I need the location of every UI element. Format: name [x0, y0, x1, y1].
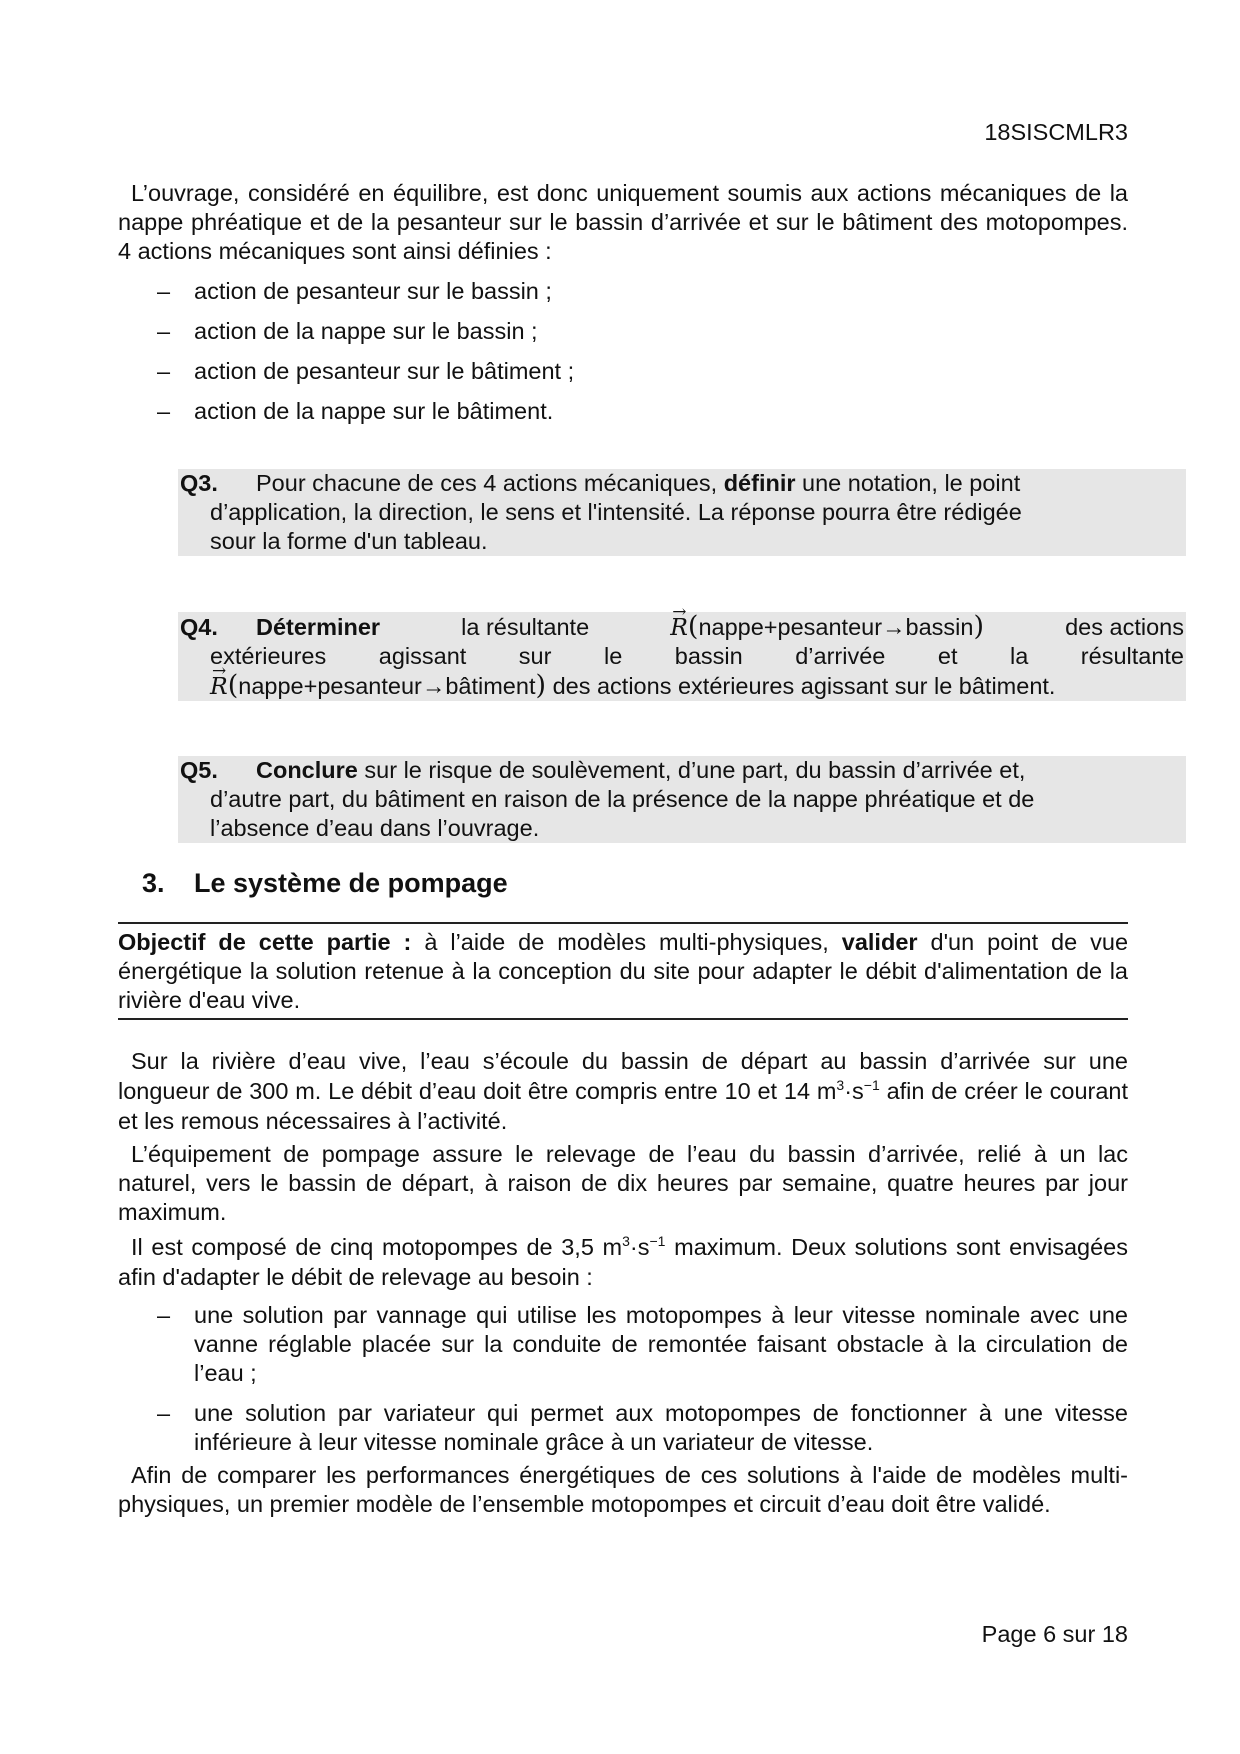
q3-verb: définir: [723, 470, 796, 496]
resultant-vector-r: → R: [210, 672, 228, 701]
body-paragraph-2: L’équipement de pompage assure le relevage de l’eau du bassin d’arrivée, relié à un lac naturel, vers le bassin de départ, à raison de dix heures par semaine, quatre heures par jour maximum.: [118, 1141, 1128, 1225]
body-section: [118, 1046, 1128, 1519]
q5-label: Q5.: [180, 757, 218, 783]
q3-line3: sour la forme d'un tableau.: [210, 528, 488, 554]
intro-paragraph: L’ouvrage, considéré en équilibre, est donc uniquement soumis aux actions mécaniques de la nappe phréatique et de la pesanteur sur le bassin d’arrivée et sur le bâtiment des motopompes. 4 actions mécaniques sont ainsi définies :: [118, 180, 1128, 264]
list-item: – action de la nappe sur le bâtiment.: [118, 397, 1128, 426]
q5-text: sur le risque de soulèvement, d’une part, du bassin d’arrivée et,: [364, 757, 1026, 783]
list-item: – une solution par vannage qui utilise les motopompes à leur vitesse nominale avec une vanne réglable placée sur la conduite de remontée faisant obstacle à la circulation de l’eau ;: [118, 1301, 1128, 1388]
q5-verb: Conclure: [256, 757, 358, 783]
q3-label: Q3.: [180, 470, 218, 496]
q4-line2: extérieures agissant sur le bassin d’arrivée et la résultante: [210, 643, 1184, 669]
actions-list: [118, 277, 1128, 426]
objective-text: à l’aide de modèles multi-physiques,: [424, 929, 829, 955]
question-q5: [178, 756, 1186, 843]
q4-expression-batiment: nappe+pesanteur→bâtiment: [238, 673, 536, 699]
list-item: – une solution par variateur qui permet aux motopompes de fonctionner à une vitesse inférieure à leur vitesse nominale grâce à un variateur de vitesse.: [118, 1399, 1128, 1457]
body-paragraph-3: Il est composé de cinq motopompes de 3,5 $m^3\cdot s^{-1}$ maximum. Deux solutions sont envisagées afin d'adapter le débit de relevage au besoin :: [118, 1233, 1128, 1290]
section-number: 3.: [142, 868, 165, 898]
q4-verb: Déterminer: [256, 614, 381, 640]
list-item: – action de pesanteur sur le bassin ;: [118, 277, 1128, 306]
section-heading: [142, 869, 508, 898]
q4-label: Q4.: [180, 614, 218, 640]
q5-line3: l’absence d’eau dans l’ouvrage.: [210, 815, 540, 841]
list-item: – action de pesanteur sur le bâtiment ;: [118, 357, 1128, 386]
question-q3: [178, 469, 1186, 556]
resultant-vector-r: → R: [670, 613, 688, 642]
q4-text-end: des actions: [1065, 614, 1184, 640]
question-q4: Q4. Déterminer la résultante → R(nappe+pesanteur→bassin) des actions extérieures agissant sur le bassin d’arrivée et la résultante → R(nappe+pesanteur→bâtiment) des actions extérieures agissant sur le bâtiment.: [178, 612, 1186, 701]
objective-verb: valider: [841, 929, 918, 955]
q3-text: Pour chacune de ces 4 actions mécaniques,: [256, 470, 718, 496]
q5-line2: d’autre part, du bâtiment en raison de la présence de la nappe phréatique et de: [210, 786, 1035, 812]
q4-expression-bassin: nappe+pesanteur→bassin: [698, 614, 974, 640]
objective-box: [118, 922, 1128, 1020]
q3-line2: d’application, la direction, le sens et l'intensité. La réponse pourra être rédigée: [210, 499, 1022, 525]
q4-line3: → R(nappe+pesanteur→bâtiment) des actions extérieures agissant sur le bâtiment.: [180, 671, 1184, 701]
objective-label: Objectif de cette partie :: [118, 929, 412, 955]
q4-text: la résultante: [461, 614, 590, 640]
document-code: 18SISCMLR3: [984, 119, 1128, 145]
q4-line3-text: des actions extérieures agissant sur le bâtiment.: [552, 673, 1056, 699]
intro-section: [118, 179, 1128, 437]
body-paragraph-1: Sur la rivière d’eau vive, l’eau s’écoule du bassin de départ au bassin d’arrivée sur une longueur de 300 m. Le débit d’eau doit être compris entre 10 et 14 $m^3\cdot s^{-1}$ afin de créer le courant et les remous nécessaires à l’activité.: [118, 1048, 1129, 1134]
section-title: Le système de pompage: [194, 868, 508, 898]
page-number: Page 6 sur 18: [981, 1621, 1128, 1647]
body-paragraph-4: Afin de comparer les performances énergétiques de ces solutions à l'aide de modèles multi-physiques, un premier modèle de l’ensemble motopompes et circuit d’eau doit être validé.: [118, 1462, 1128, 1517]
q3-text-end: une notation, le point: [802, 470, 1021, 496]
objective-text-end: d'un point de vue énergétique la solution retenue à la conception du site pour adapter le débit d'alimentation de la rivière d'eau vive.: [118, 929, 1129, 1013]
solutions-list: [118, 1301, 1128, 1457]
list-item: – action de la nappe sur le bassin ;: [118, 317, 1128, 346]
